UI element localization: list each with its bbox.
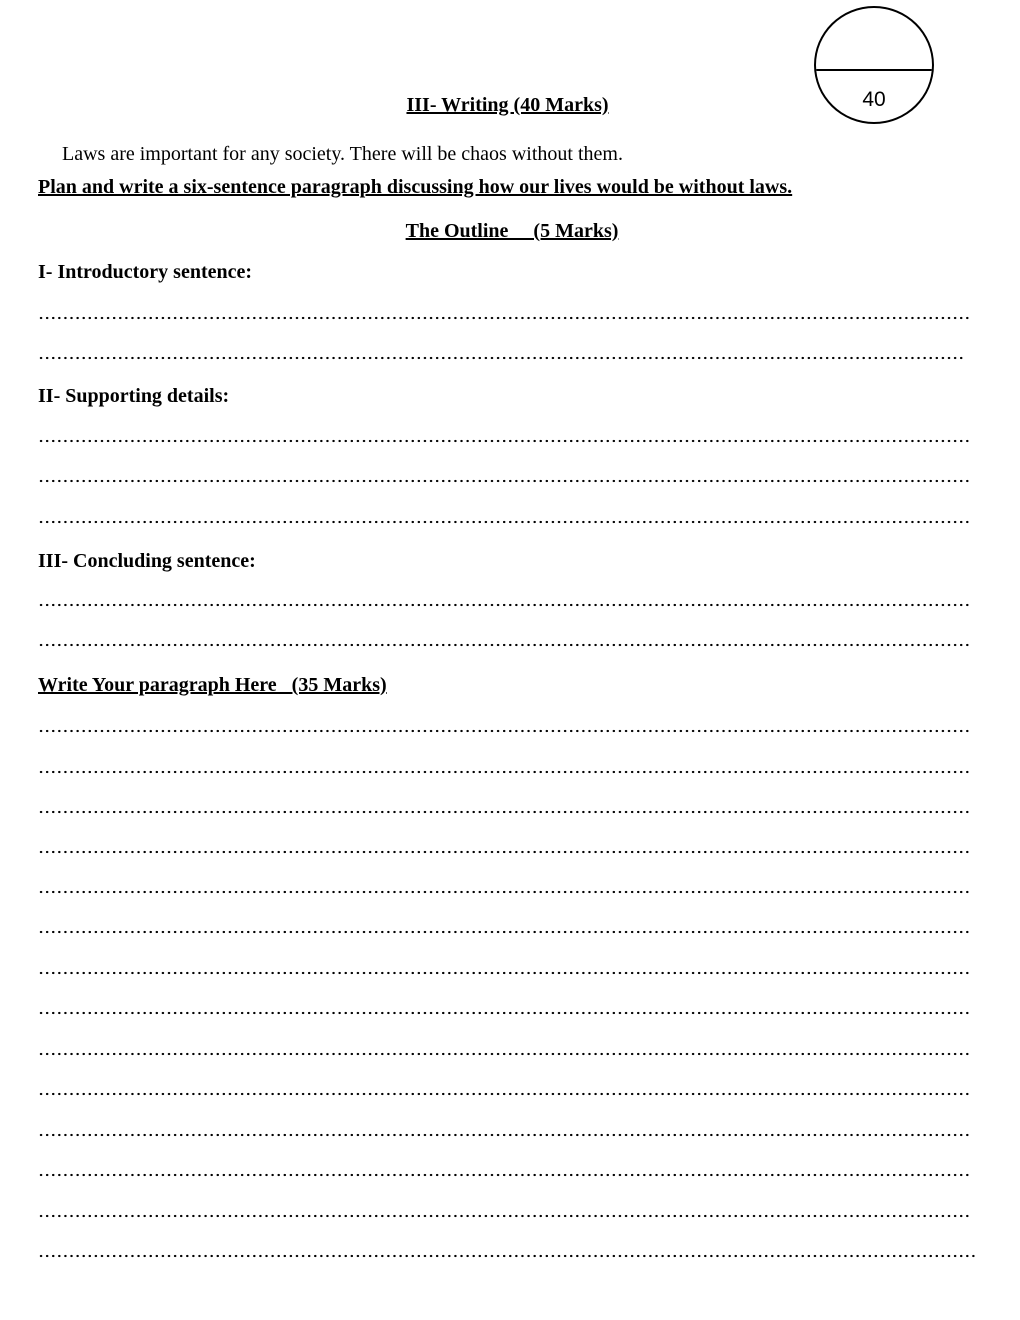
writing-line[interactable]: [38, 479, 970, 483]
writing-line[interactable]: [38, 850, 970, 854]
score-divider: [816, 69, 932, 71]
section-title: III- Writing (40 Marks): [406, 94, 609, 116]
writing-line[interactable]: [38, 810, 970, 814]
writing-line[interactable]: [38, 971, 970, 975]
writing-line[interactable]: [38, 603, 970, 607]
writing-line[interactable]: [38, 316, 970, 320]
writing-line[interactable]: [38, 1254, 976, 1258]
writing-line[interactable]: [38, 890, 970, 894]
writing-line[interactable]: [38, 930, 970, 934]
writing-line[interactable]: [38, 643, 970, 647]
writing-line[interactable]: [38, 1092, 970, 1096]
supporting-details-label: II- Supporting details:: [38, 385, 230, 407]
concluding-sentence-label: III- Concluding sentence:: [38, 550, 256, 572]
writing-line[interactable]: [38, 1052, 970, 1056]
outline-title: The Outline (5 Marks): [405, 220, 619, 242]
writing-line[interactable]: [38, 729, 970, 733]
task-instruction: Plan and write a six-sentence paragraph discussing how our lives would be without laws.: [38, 176, 793, 198]
writing-line[interactable]: [38, 1011, 970, 1015]
writing-line[interactable]: [38, 439, 970, 443]
score-total: 40: [862, 88, 886, 111]
writing-line[interactable]: [38, 520, 970, 524]
writing-line[interactable]: [38, 1133, 970, 1137]
paragraph-section-title: Write Your paragraph Here (35 Marks): [38, 674, 387, 696]
writing-line[interactable]: [38, 1173, 970, 1177]
writing-line[interactable]: [38, 1214, 970, 1218]
writing-line[interactable]: [38, 770, 970, 774]
introductory-sentence-label: I- Introductory sentence:: [38, 261, 253, 283]
writing-line[interactable]: [38, 356, 963, 360]
prompt-intro: Laws are important for any society. There will be chaos without them.: [62, 143, 623, 165]
